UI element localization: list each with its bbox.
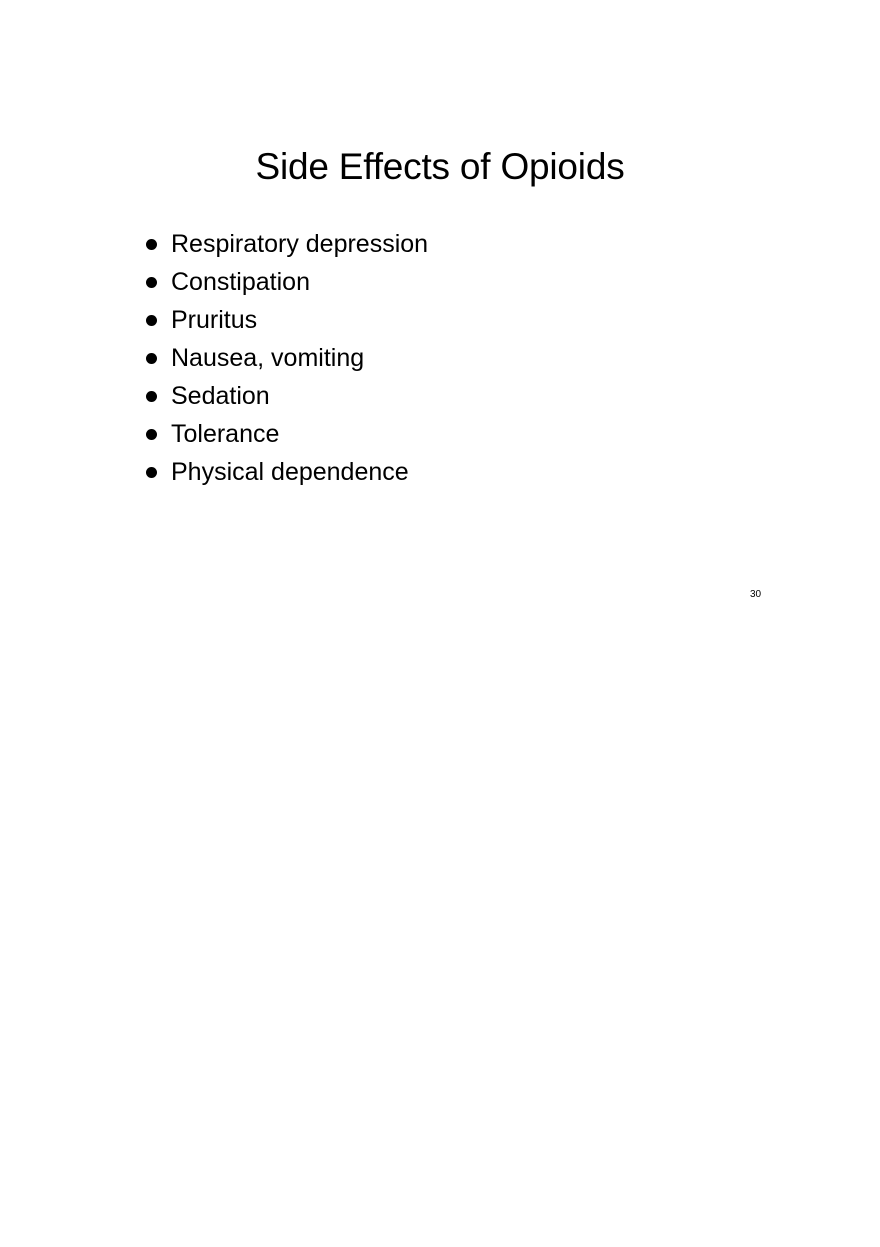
bullet-dot-icon [146,277,157,288]
list-item-text: Tolerance [171,420,280,448]
bullet-dot-icon [146,353,157,364]
list-item-respiratory-depression [146,225,428,263]
bullet-dot-icon [146,429,157,440]
slide-title: Side Effects of Opioids [255,146,625,187]
bullet-dot-icon [146,239,157,250]
list-item-text: Physical dependence [171,458,409,486]
list-item-constipation [146,263,428,301]
list-item-tolerance [146,415,428,453]
bullet-list [146,225,428,491]
list-item-text: Respiratory depression [171,230,429,258]
bullet-dot-icon [146,467,157,478]
list-item-physical-dependence [146,453,428,491]
list-item-sedation [146,377,428,415]
bullet-dot-icon [146,391,157,402]
list-item-text: Pruritus [171,306,258,334]
bullet-dot-icon [146,315,157,326]
list-item-text: Nausea, vomiting [171,344,365,372]
list-item-text: Constipation [171,268,310,296]
list-item-pruritus [146,301,428,339]
list-item-text: Sedation [171,382,270,410]
page-number: 30 [750,589,762,600]
list-item-nausea-vomiting [146,339,428,377]
